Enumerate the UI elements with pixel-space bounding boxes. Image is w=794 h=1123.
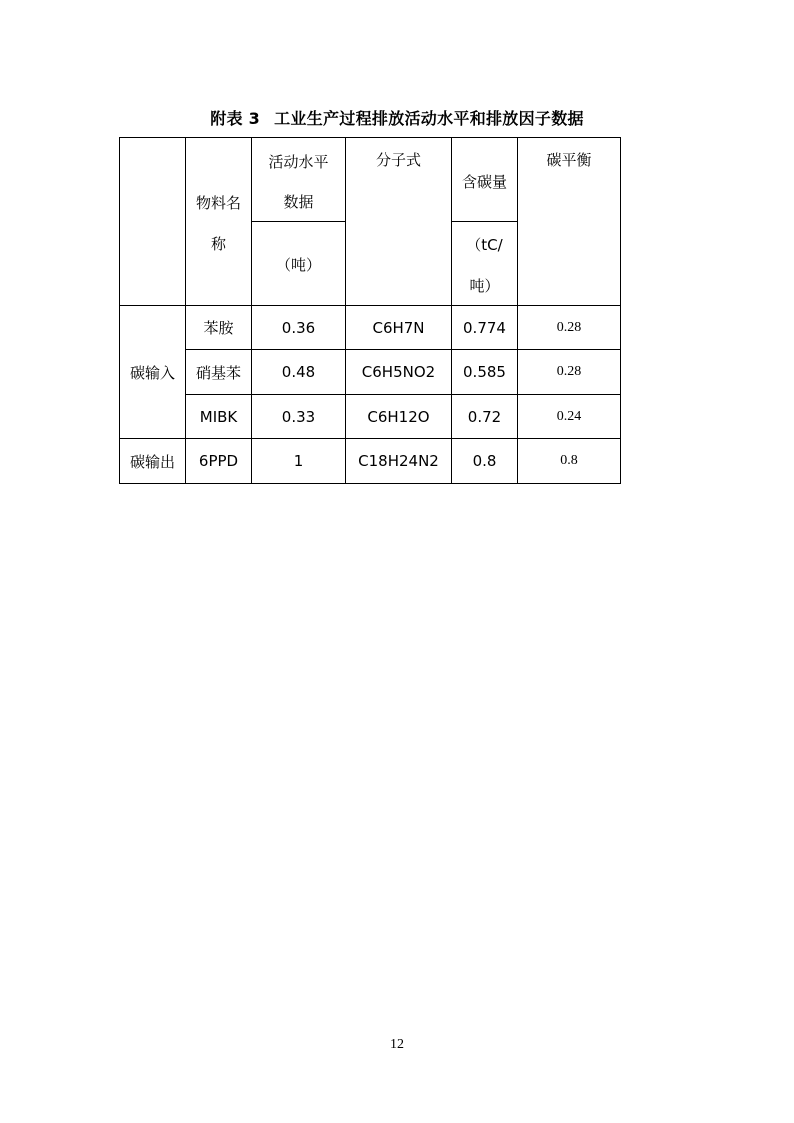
table-row xyxy=(120,395,621,439)
cell-carbon: 0.72 xyxy=(452,395,518,439)
cell-material: 苯胺 xyxy=(186,306,252,350)
cell-carbon: 0.774 xyxy=(452,306,518,350)
caption-label: 附表 3 xyxy=(210,109,261,128)
table-row xyxy=(120,439,621,484)
header-activity-line2: 数据 xyxy=(283,193,314,211)
cell-activity: 0.33 xyxy=(252,395,346,439)
cell-material: 硝基苯 xyxy=(186,350,252,395)
emission-data-table xyxy=(119,137,621,484)
header-activity-unit: （吨） xyxy=(275,256,321,274)
cell-carbon: 0.8 xyxy=(452,439,518,484)
group-label-output: 碳输出 xyxy=(120,439,186,484)
header-activity-line1: 活动水平 xyxy=(268,153,329,171)
cell-formula: C6H12O xyxy=(346,395,452,439)
cell-activity: 0.48 xyxy=(252,350,346,395)
cell-activity: 1 xyxy=(252,439,346,484)
header-activity-cell xyxy=(252,138,346,222)
header-carbon-unit-cell xyxy=(452,222,518,306)
cell-material: MIBK xyxy=(186,395,252,439)
cell-material: 6PPD xyxy=(186,439,252,484)
cell-balance: 0.28 xyxy=(518,306,621,350)
header-carbon-unit-line1: （tC/ xyxy=(466,236,503,254)
cell-formula: C6H5NO2 xyxy=(346,350,452,395)
cell-balance: 0.8 xyxy=(518,439,621,484)
group-label-input: 碳输入 xyxy=(120,306,186,439)
cell-balance: 0.24 xyxy=(518,395,621,439)
header-material-cell xyxy=(186,138,252,306)
header-formula-cell xyxy=(346,138,452,306)
header-carbon-cell xyxy=(452,138,518,222)
table-row xyxy=(120,350,621,395)
header-category-cell xyxy=(120,138,186,306)
cell-activity: 0.36 xyxy=(252,306,346,350)
table-header-row xyxy=(120,138,621,222)
cell-formula: C18H24N2 xyxy=(346,439,452,484)
cell-carbon: 0.585 xyxy=(452,350,518,395)
header-formula: 分子式 xyxy=(375,151,421,169)
header-balance-cell xyxy=(518,138,621,306)
cell-balance: 0.28 xyxy=(518,350,621,395)
header-balance: 碳平衡 xyxy=(546,151,592,169)
page-number: 12 xyxy=(390,1037,404,1052)
header-material-line2: 称 xyxy=(210,235,226,253)
cell-formula: C6H7N xyxy=(346,306,452,350)
header-activity-unit-cell xyxy=(252,222,346,306)
header-carbon: 含碳量 xyxy=(461,173,507,191)
table-row xyxy=(120,306,621,350)
header-carbon-unit-line2: 吨） xyxy=(469,277,500,295)
caption-text: 工业生产过程排放活动水平和排放因子数据 xyxy=(274,109,584,128)
table-caption xyxy=(0,106,794,129)
header-material-line1: 物料名 xyxy=(195,194,241,212)
